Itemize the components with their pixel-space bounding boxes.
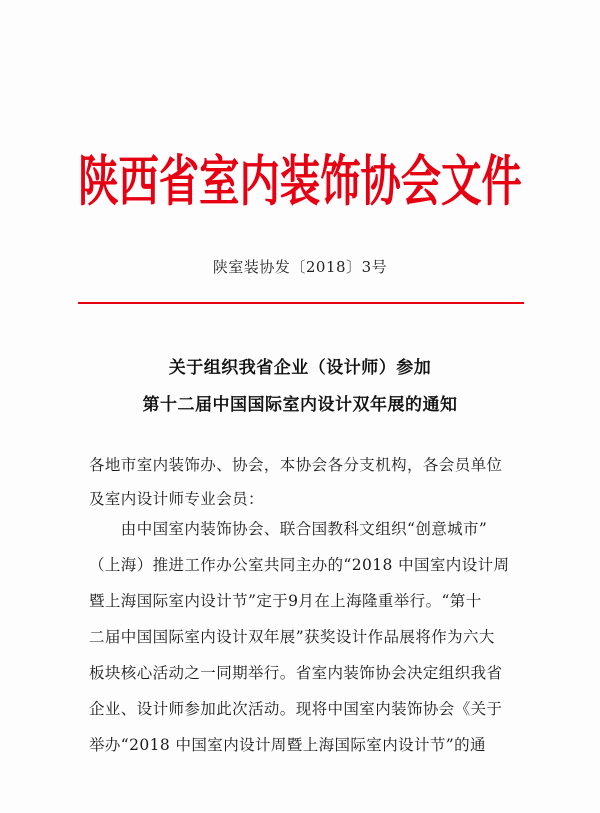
body-line: 板块核心活动之一同期举行。省室内装饰协会决定组织我省 [89, 664, 503, 682]
body-line: 各地市室内装饰办、协会，本协会各分支机构，各会员单位 [89, 456, 503, 474]
header-divider [78, 302, 524, 304]
body-line: 二届中国国际室内设计双年展”获奖设计作品展将作为六大 [89, 628, 495, 646]
body-line: （上海）推进工作办公室共同主办的“2018 中国室内设计周 [89, 556, 510, 574]
body-line: 暨上海国际室内设计节”定于9月在上海隆重举行。“第十 [89, 592, 482, 610]
document-number: 陕室装协发〔2018〕3号 [212, 258, 388, 276]
body-line: 企业、设计师参加此次活动。现将中国室内装饰协会《关于 [89, 700, 503, 718]
document-header-title: 陕西省室内装饰协会文件 [78, 150, 522, 214]
body-line: 及室内设计师专业会员： [89, 490, 264, 508]
body-line: 由中国室内装饰协会、联合国教科文组织“创意城市” [89, 520, 488, 538]
notice-title-line-1: 关于组织我省企业（设计师）参加 [168, 358, 432, 378]
notice-title-line-2: 第十二届中国国际室内设计双年展的通知 [142, 395, 458, 415]
body-line: 举办“2018 中国室内设计周暨上海国际室内设计节”的通 [89, 736, 486, 754]
